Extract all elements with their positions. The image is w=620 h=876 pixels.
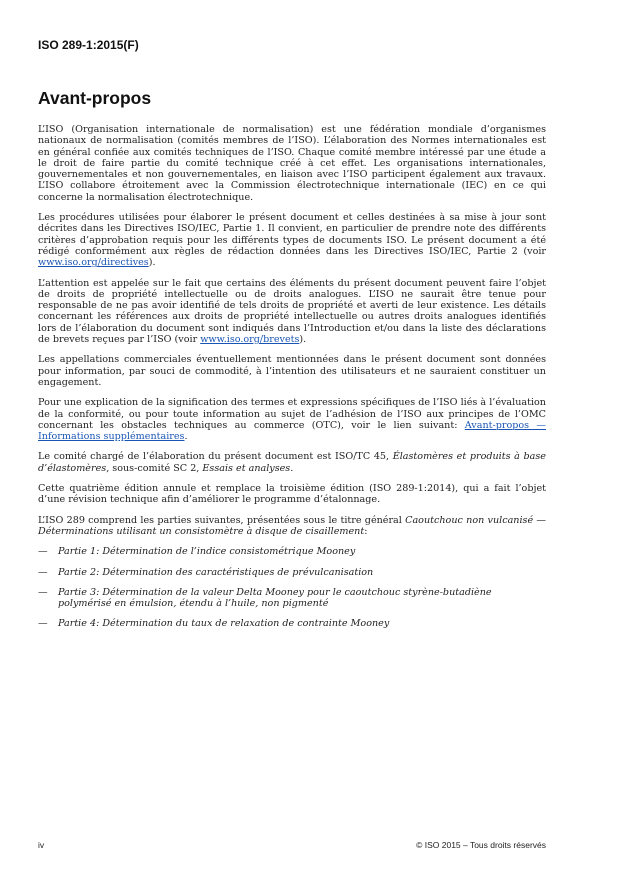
paragraph-1: L’ISO (Organisation internationale de normalisation) est une fédération mondiale d’organismes nationaux de normalisation (comités membres de l’ISO). L’élaboration des Normes internationales est en général confiée aux comités techniques de l’ISO. Chaque comité membre intéressé par une étude a le droit de faire partie du comité technique créé à cet effet. Les organisations internationales, gouvernementales et non gouvernementales, en liaison avec l’ISO participent également aux travaux. L’ISO collabore étroitement avec la Commission électrotechnique internationale (IEC) en ce qui concerne la normalisation électrotechnique.	[38, 124, 546, 203]
paragraph-3: L’attention est appelée sur le fait que certains des éléments du présent document peuvent faire l’objet de droits de propriété intellectuelle ou de droits analogues. L’ISO ne saurait être tenue pour responsable de ne pas avoir identifié de tels droits de propriété et averti de leur existence. Les détails concernant les références aux droits de propriété intellectuelle ou autres droits analogues identifiés lors de l’élaboration du document sont indiqués dans l’Introduction et/ou dans la liste des déclarations de brevets reçues par l’ISO (voir www.iso.org/brevets).	[38, 277, 546, 346]
list-item: — Partie 2: Détermination des caractéristiques de prévulcanisation	[38, 566, 374, 578]
list-item: — Partie 4: Détermination du taux de relaxation de contrainte Mooney	[38, 618, 390, 630]
page-title: Avant-propos	[38, 88, 152, 108]
parts-list	[38, 546, 546, 629]
paragraph-2: Les procédures utilisées pour élaborer le présent document et celles destinées à sa mise à jour sont décrites dans les Directives ISO/IEC, Partie 1. Il convient, en particulier de prendre note des différents critères d’approbation requis pour les différents types de documents ISO. Le présent document a été rédigé conformément aux règles de rédaction données dans les Directives ISO/IEC, Partie 2 (voir www.iso.org/directives).	[38, 212, 546, 269]
page-number: iv	[38, 840, 45, 850]
list-item: — Partie 1: Détermination de l’indice consistométrique Mooney	[38, 546, 356, 558]
paragraph-5: Pour une explication de la signification des termes et expressions spécifiques de l’ISO liés à l’évaluation de la conformité, ou pour toute information au sujet de l’adhésion de l’ISO aux principes de l’OMC concernant les obstacles techniques au commerce (OTC), voir le lien suivant: Avant-propos — Informations supplémentaires.	[38, 397, 546, 443]
foreword-info-link[interactable]: Avant-propos — Informations supplémentaires	[38, 419, 546, 443]
paragraph-8: L’ISO 289 comprend les parties suivantes, présentées sous le titre général Caoutchouc non vulcanisé — Déterminations utilisant un consistomètre à disque de cisaillement:	[38, 514, 546, 537]
page-footer	[38, 840, 546, 850]
paragraph-4: Les appellations commerciales éventuellement mentionnées dans le présent document sont données pour information, par souci de commodité, à l’intention des utilisateurs et ne sauraient constituer un engagement.	[38, 354, 546, 388]
list-item: — Partie 3: Détermination de la valeur Delta Mooney pour le caoutchouc styrène-butadiène polymérisé en émulsion, étendu à l’huile, non pigmenté	[38, 586, 492, 610]
brevets-link[interactable]: www.iso.org/brevets	[200, 334, 300, 346]
directives-link[interactable]: www.iso.org/directives	[38, 257, 149, 269]
body-text	[38, 124, 546, 639]
paragraph-6: Le comité chargé de l’élaboration du présent document est ISO/TC 45, Élastomères et produits à base d’élastomères, sous-comité SC 2, Essais et analyses.	[38, 451, 546, 474]
document-id: ISO 289-1:2015(F)	[38, 38, 139, 52]
copyright-notice: © ISO 2015 – Tous droits réservés	[416, 840, 546, 850]
paragraph-7: Cette quatrième édition annule et remplace la troisième édition (ISO 289-1:2014), qui a fait l’objet d’une révision technique afin d’améliorer le programme d’étalonnage.	[38, 483, 546, 506]
